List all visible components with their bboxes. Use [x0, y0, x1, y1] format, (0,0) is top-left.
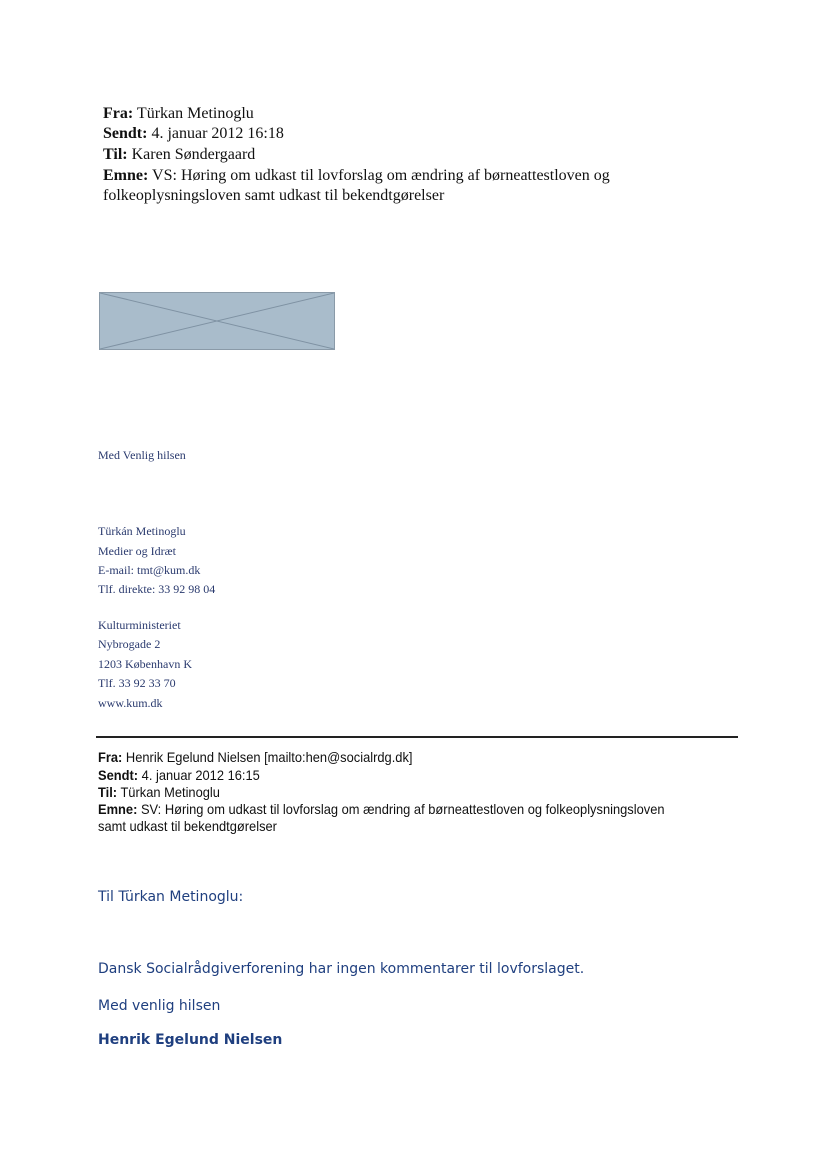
original-to	[98, 783, 678, 801]
from-value: Türkan Metinoglu	[136, 105, 254, 122]
signature-web[interactable]: www.kum.dk	[98, 696, 163, 710]
forward-sent	[103, 124, 663, 145]
original-sender: Henrik Egelund Nielsen	[98, 1032, 283, 1048]
orig-from-label: Fra:	[98, 749, 123, 765]
sent-value: 4. januar 2012 16:18	[151, 125, 284, 142]
original-subject-cont	[98, 817, 678, 835]
signature-name: Türkán Metinoglu	[98, 524, 186, 538]
to-label: Til:	[103, 146, 128, 163]
forward-subject-cont	[103, 186, 663, 207]
sent-label: Sendt:	[103, 125, 148, 142]
original-salutation: Til Türkan Metinoglu:	[98, 889, 244, 905]
orig-from-value: Henrik Egelund Nielsen [mailto:hen@socialrdg.dk]	[125, 749, 413, 765]
signature-street: Nybrogade 2	[98, 637, 161, 651]
original-sent	[98, 766, 678, 784]
email-divider	[96, 736, 738, 738]
orig-to-label: Til:	[98, 784, 118, 800]
signature-phone: Tlf. 33 92 33 70	[98, 676, 176, 690]
from-label: Fra:	[103, 105, 134, 122]
signature-city: 1203 København K	[98, 657, 192, 671]
subject-line2: folkeoplysningsloven samt udkast til bekendtgørelser	[103, 187, 445, 204]
subject-line1: VS: Høring om udkast til lovforslag om ændring af børneattestloven og	[152, 167, 610, 184]
forward-from	[103, 104, 663, 125]
original-from	[98, 748, 678, 766]
orig-sent-value: 4. januar 2012 16:15	[141, 767, 260, 783]
forward-subject	[103, 166, 663, 187]
orig-subject-line1: SV: Høring om udkast til lovforslag om ændring af børneattestloven og folkeoplysningsloven	[140, 801, 665, 817]
to-value: Karen Søndergaard	[131, 146, 256, 163]
missing-image-placeholder	[99, 292, 335, 350]
original-subject	[98, 800, 678, 818]
signature-phone-direct: Tlf. direkte: 33 92 98 04	[98, 582, 216, 596]
broken-image-icon	[100, 293, 334, 349]
signature-greeting: Med Venlig hilsen	[98, 448, 186, 462]
subject-label: Emne:	[103, 167, 149, 184]
forward-to	[103, 145, 663, 166]
orig-sent-label: Sendt:	[98, 767, 139, 783]
orig-subject-line2: samt udkast til bekendtgørelser	[98, 818, 277, 834]
orig-subject-label: Emne:	[98, 801, 138, 817]
signature-email[interactable]: E-mail: tmt@kum.dk	[98, 563, 201, 577]
original-closing: Med venlig hilsen	[98, 998, 221, 1014]
signature-org: Kulturministeriet	[98, 618, 181, 632]
orig-to-value: Türkan Metinoglu	[120, 784, 220, 800]
signature-department: Medier og Idræt	[98, 544, 176, 558]
original-message: Dansk Socialrådgiverforening har ingen kommentarer til lovforslaget.	[98, 961, 585, 977]
